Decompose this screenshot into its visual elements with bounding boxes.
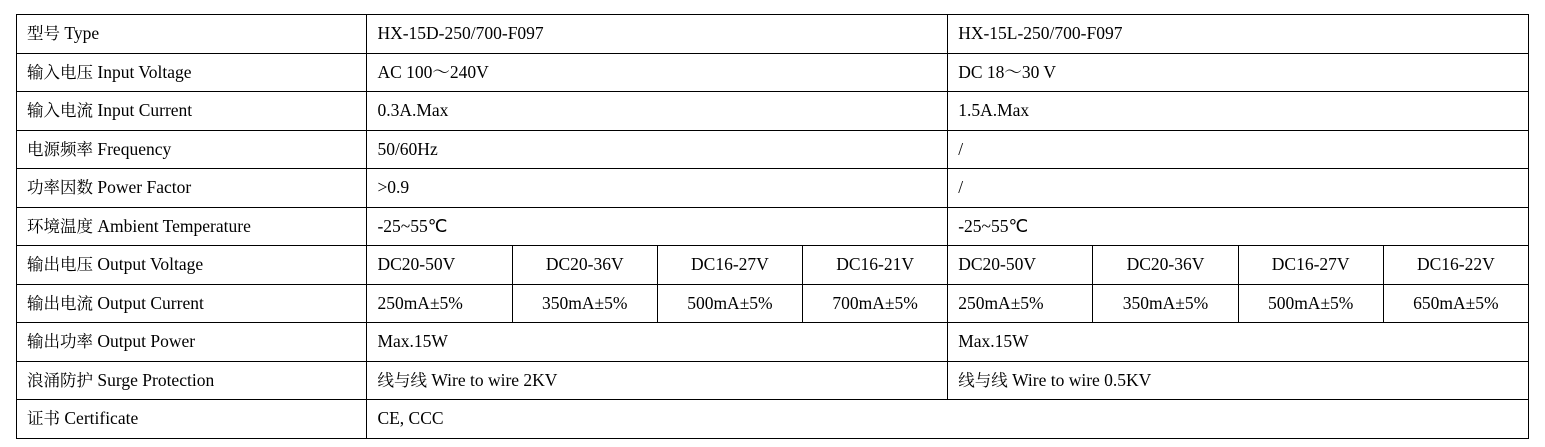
- table-row: [17, 323, 1529, 362]
- surge-right-cjk: 线与线: [958, 370, 1008, 390]
- output-current-cell: 250mA±5%: [948, 284, 1093, 323]
- row-label-latin: Power Factor: [97, 177, 192, 198]
- row-value-left: >0.9: [367, 169, 948, 208]
- row-label-latin: Ambient Temperature: [97, 215, 251, 236]
- row-label: [17, 169, 367, 208]
- row-label: [17, 15, 367, 54]
- output-current-cell: 650mA±5%: [1383, 284, 1528, 323]
- row-label-cjk: 功率因数: [27, 178, 93, 198]
- row-label-cjk: 输入电压: [27, 62, 93, 82]
- row-value-right: /: [948, 169, 1529, 208]
- output-voltage-cell: DC16-27V: [1238, 246, 1383, 285]
- row-label-latin: Frequency: [97, 138, 172, 159]
- row-value-right: Max.15W: [948, 323, 1529, 362]
- row-value-right: -25~55℃: [948, 207, 1529, 246]
- row-value-left: [367, 361, 948, 400]
- table-row: [17, 284, 1529, 323]
- surge-right-latin: Wire to wire 0.5KV: [1012, 369, 1152, 390]
- row-label: [17, 207, 367, 246]
- row-label-cjk: 型号: [27, 24, 60, 44]
- row-label-latin: Type: [64, 23, 100, 44]
- row-label: [17, 53, 367, 92]
- output-voltage-cell: DC20-36V: [1093, 246, 1238, 285]
- output-current-cell: 700mA±5%: [803, 284, 948, 323]
- table-row: [17, 207, 1529, 246]
- table-row: [17, 400, 1529, 439]
- table-row: [17, 53, 1529, 92]
- row-label-cjk: 输入电流: [27, 101, 93, 121]
- row-label: [17, 323, 367, 362]
- row-value-left: 0.3A.Max: [367, 92, 948, 131]
- output-voltage-cell: DC16-27V: [657, 246, 802, 285]
- row-label: [17, 284, 367, 323]
- row-value-right: /: [948, 130, 1529, 169]
- table-row: [17, 15, 1529, 54]
- row-label-cjk: 浪涌防护: [27, 370, 93, 390]
- output-voltage-cell: DC16-22V: [1383, 246, 1528, 285]
- row-label-cjk: 环境温度: [27, 216, 93, 236]
- row-label: [17, 92, 367, 131]
- row-label: [17, 246, 367, 285]
- output-voltage-cell: DC20-50V: [948, 246, 1093, 285]
- surge-left-latin: Wire to wire 2KV: [431, 369, 558, 390]
- row-label: [17, 130, 367, 169]
- row-label-latin: Certificate: [64, 408, 139, 429]
- output-voltage-cell: DC20-50V: [367, 246, 512, 285]
- table-row: [17, 246, 1529, 285]
- row-label-cjk: 输出功率: [27, 332, 93, 352]
- row-label: [17, 400, 367, 439]
- row-value-right: DC 18～30 V: [948, 53, 1529, 92]
- row-label-latin: Surge Protection: [97, 369, 215, 390]
- row-label-latin: Input Current: [97, 100, 193, 121]
- row-label-latin: Input Voltage: [97, 61, 192, 82]
- table-row: [17, 130, 1529, 169]
- surge-left-cjk: 线与线: [377, 370, 427, 390]
- row-label-latin: Output Voltage: [97, 254, 204, 275]
- row-value-left: CE, CCC: [367, 400, 1529, 439]
- row-label-latin: Output Power: [97, 331, 196, 352]
- row-value-left: AC 100～240V: [367, 53, 948, 92]
- row-label: [17, 361, 367, 400]
- row-label-cjk: 输出电流: [27, 293, 93, 313]
- output-current-cell: 350mA±5%: [1093, 284, 1238, 323]
- row-label-cjk: 输出电压: [27, 255, 93, 275]
- output-current-cell: 250mA±5%: [367, 284, 512, 323]
- table-row: [17, 92, 1529, 131]
- row-value-right: [948, 361, 1529, 400]
- output-current-cell: 500mA±5%: [1238, 284, 1383, 323]
- output-voltage-cell: DC16-21V: [803, 246, 948, 285]
- output-voltage-cell: DC20-36V: [512, 246, 657, 285]
- output-current-cell: 500mA±5%: [657, 284, 802, 323]
- specification-table: [16, 14, 1529, 439]
- table-row: [17, 361, 1529, 400]
- table-row: [17, 169, 1529, 208]
- row-value-right: 1.5A.Max: [948, 92, 1529, 131]
- row-label-cjk: 证书: [27, 409, 60, 429]
- row-label-latin: Output Current: [97, 292, 204, 313]
- row-value-left: Max.15W: [367, 323, 948, 362]
- output-current-cell: 350mA±5%: [512, 284, 657, 323]
- row-value-right: HX-15L-250/700-F097: [948, 15, 1529, 54]
- row-value-left: -25~55℃: [367, 207, 948, 246]
- row-value-left: HX-15D-250/700-F097: [367, 15, 948, 54]
- row-value-left: 50/60Hz: [367, 130, 948, 169]
- row-label-cjk: 电源频率: [27, 139, 93, 159]
